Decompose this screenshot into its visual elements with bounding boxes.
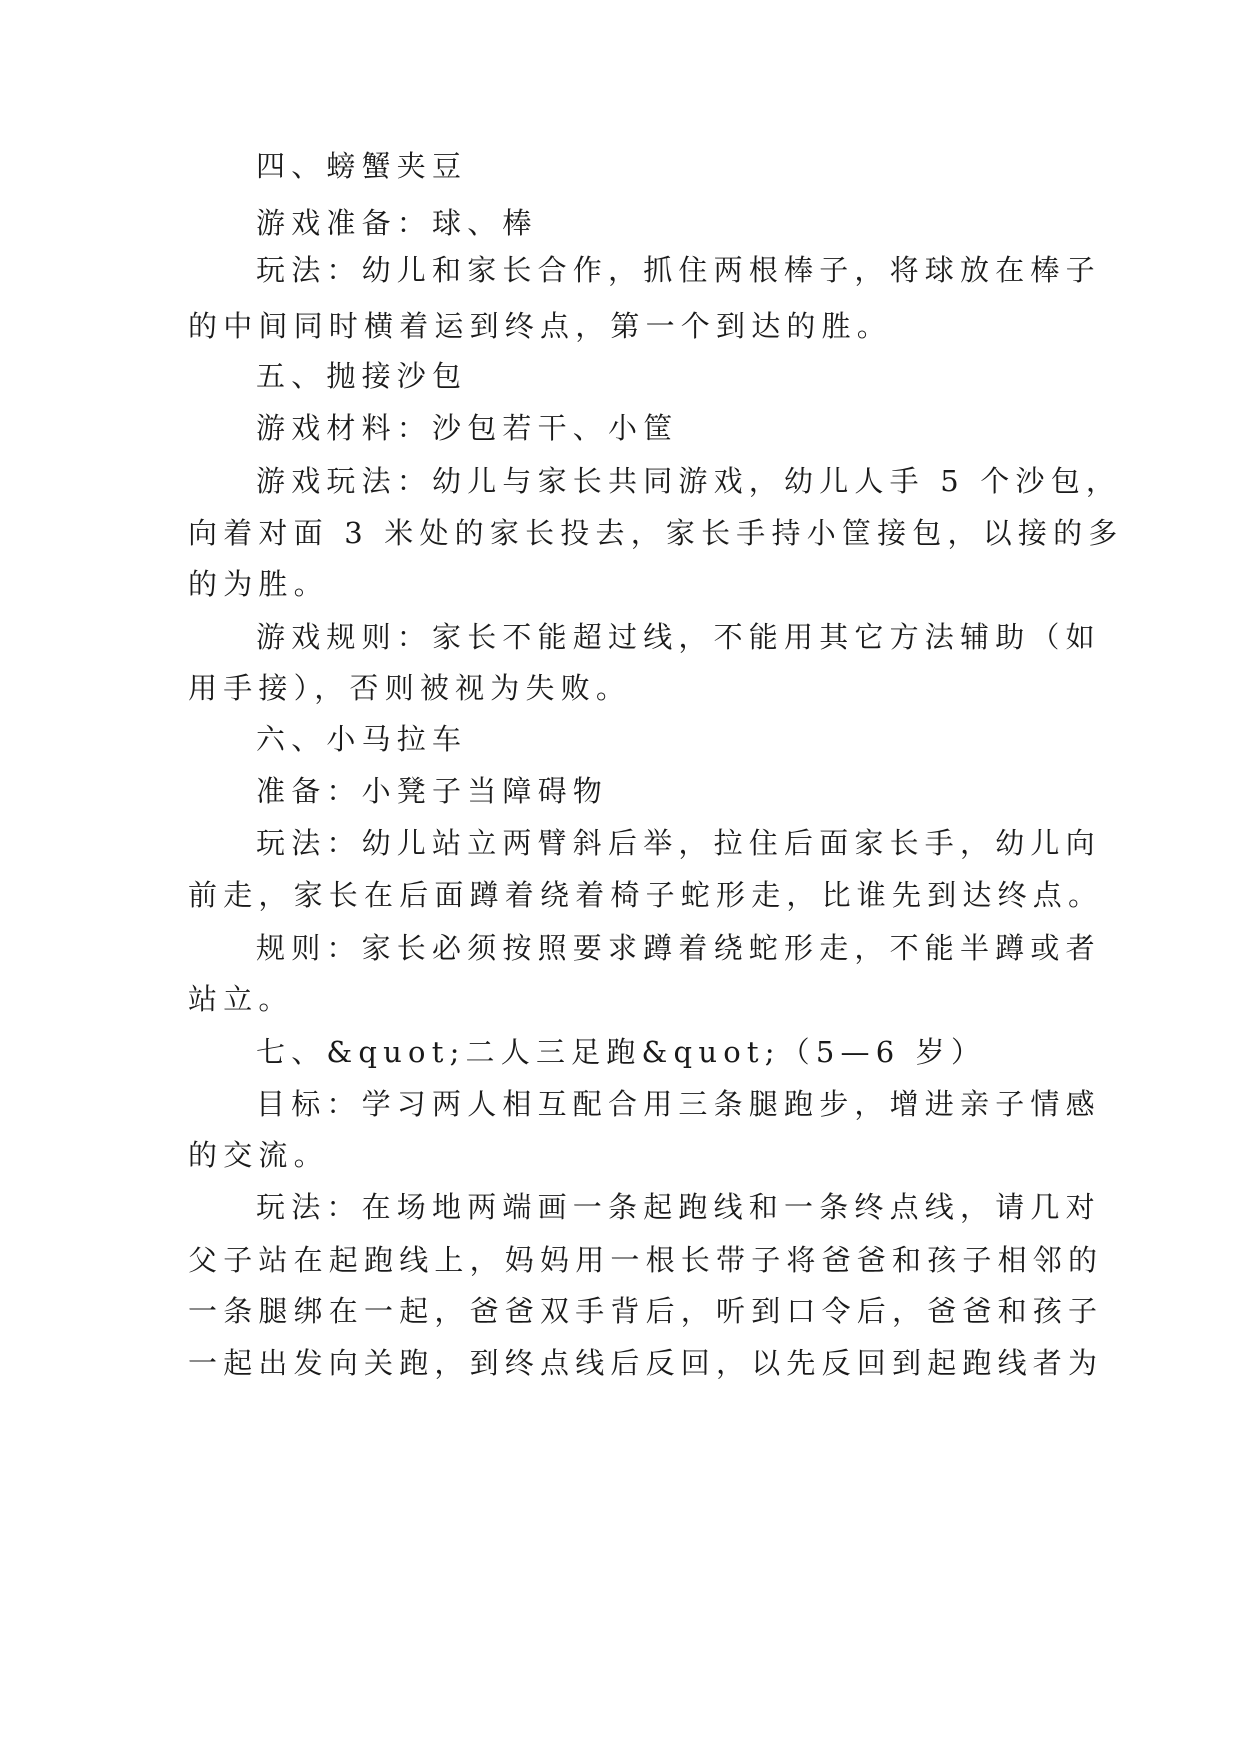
paragraph-line: 一条腿绑在一起，爸爸双手背后，听到口令后，爸爸和孩子 [188,1294,1104,1328]
paragraph-line: 向着对面 3 米处的家长投去，家长手持小筐接包，以接的多 [188,516,1124,550]
paragraph-line: 一起出发向关跑，到终点线后反回，以先反回到起跑线者为 [188,1346,1104,1380]
paragraph-line: 玩法：在场地两端画一条起跑线和一条终点线，请几对 [256,1190,1101,1224]
paragraph-line: 目标：学习两人相互配合用三条腿跑步，增进亲子情感 [256,1087,1101,1121]
paragraph-line: 前走，家长在后面蹲着绕着椅子蛇形走，比谁先到达终点。 [188,878,1104,912]
paragraph-line: 准备：小凳子当障碍物 [256,774,609,808]
paragraph-line: 游戏玩法：幼儿与家长共同游戏，幼儿人手 5 个沙包， [256,464,1122,498]
paragraph-line: 站立。 [188,982,294,1016]
paragraph-line: 父子站在起跑线上，妈妈用一根长带子将爸爸和孩子相邻的 [188,1243,1104,1277]
section-heading-5: 五、抛接沙包 [256,359,468,393]
paragraph-line: 的交流。 [188,1138,329,1172]
paragraph-line: 游戏材料：沙包若干、小筐 [256,411,679,445]
paragraph-line: 玩法：幼儿站立两臂斜后举，拉住后面家长手，幼儿向 [256,826,1101,860]
paragraph-line: 的中间同时横着运到终点，第一个到达的胜。 [188,309,893,343]
section-heading-6: 六、小马拉车 [256,722,468,756]
paragraph-line: 规则：家长必须按照要求蹲着绕蛇形走，不能半蹲或者 [256,931,1101,965]
paragraph-line: 玩法：幼儿和家长合作，抓住两根棒子，将球放在棒子 [256,253,1101,287]
paragraph-line: 的为胜。 [188,567,329,601]
section-heading-7: 七、&quot;二人三足跑&quot;（5—6 岁） [256,1035,987,1069]
section-heading-4: 四、螃蟹夹豆 [256,149,468,183]
paragraph-line: 用手接），否则被视为失败。 [188,671,632,705]
paragraph-line: 游戏规则：家长不能超过线，不能用其它方法辅助（如 [256,620,1101,654]
paragraph-line: 游戏准备：球、棒 [256,206,538,240]
